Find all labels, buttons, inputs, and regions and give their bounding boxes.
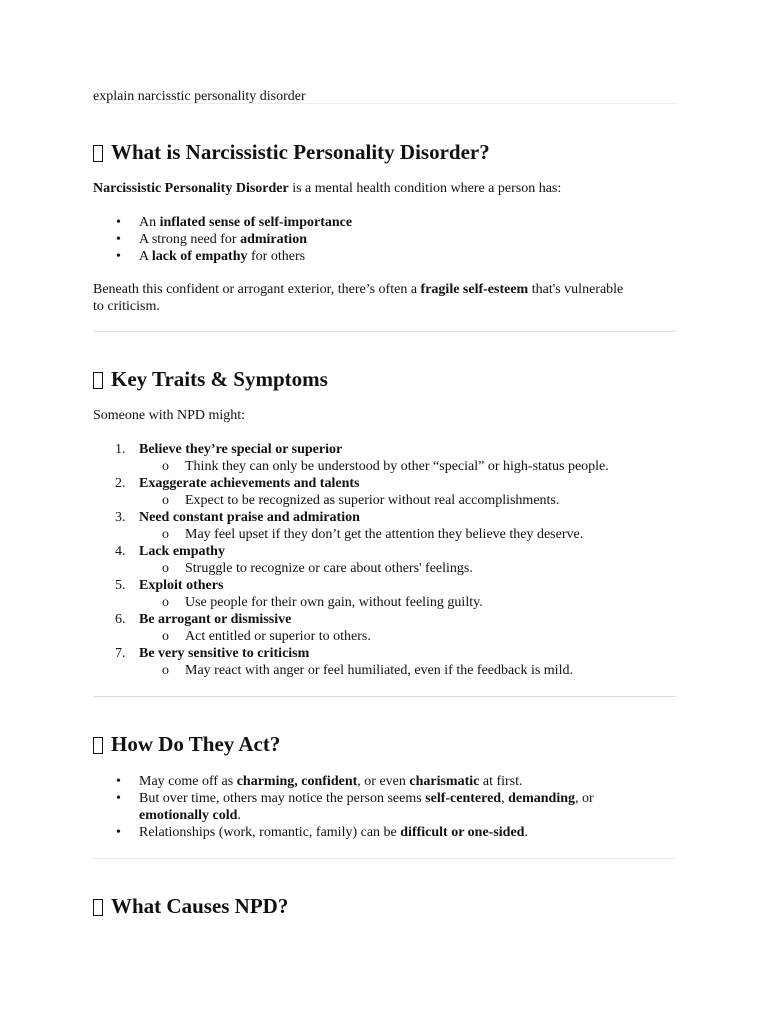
- section-heading-text: Key Traits & Symptoms: [111, 367, 328, 391]
- trait-detail-list: [139, 526, 676, 543]
- trait-detail: o Expect to be recognized as superior without real accomplishments.: [139, 492, 676, 509]
- trait-number: 7.: [115, 646, 126, 661]
- trait-detail-list: [139, 560, 676, 577]
- trait-item: [93, 577, 676, 611]
- list-item-text: May come off as: [139, 774, 237, 789]
- missing-glyph-icon: [93, 737, 103, 754]
- trait-detail: o May feel upset if they don’t get the attention they believe they deserve.: [139, 526, 676, 543]
- trait-title: Exaggerate achievements and talents: [139, 476, 360, 491]
- trait-item: [93, 645, 676, 679]
- section-heading-text: What Causes NPD?: [111, 894, 289, 918]
- trait-number: 5.: [115, 578, 126, 593]
- traits-intro: Someone with NPD might:: [93, 408, 246, 423]
- missing-glyph-icon: [93, 899, 103, 916]
- trait-item: [93, 543, 676, 577]
- list-item-bold: self-centered: [425, 791, 502, 806]
- trait-number: 3.: [115, 510, 126, 525]
- self-esteem-paragraph: [93, 281, 633, 315]
- trait-title: Exploit others: [139, 578, 224, 593]
- trait-item: [93, 509, 676, 543]
- section-heading-what-causes-npd: [93, 894, 676, 918]
- list-item-bold: inflated sense of self-importance: [159, 215, 353, 230]
- section-heading-text: What is Narcissistic Personality Disorder?: [111, 140, 490, 164]
- paragraph-bold: fragile self-esteem: [420, 282, 529, 297]
- section-heading-key-traits: [93, 367, 676, 391]
- trait-detail-list: [139, 662, 676, 679]
- trait-number: 4.: [115, 544, 126, 559]
- trait-detail: o May react with anger or feel humiliated, even if the feedback is mild.: [139, 662, 676, 679]
- list-item-text: But over time, others may notice the person seems: [139, 791, 426, 806]
- list-item-bold: difficult or one-sided: [400, 825, 525, 840]
- paragraph-text: that's vulnerable to criticism.: [93, 282, 624, 314]
- trait-detail: o Act entitled or superior to others.: [139, 628, 676, 645]
- trait-detail: o Use people for their own gain, without feeling guilty.: [139, 594, 676, 611]
- trait-title: Believe they’re special or superior: [139, 442, 343, 457]
- list-item-bold: charming, confident: [236, 774, 358, 789]
- list-item: [93, 248, 676, 265]
- document-page: [93, 88, 676, 918]
- list-item-text: .: [237, 808, 241, 823]
- list-item-bold: charismatic: [409, 774, 480, 789]
- definition-paragraph: [93, 180, 676, 197]
- trait-number: 6.: [115, 612, 126, 627]
- section-divider: [93, 858, 676, 859]
- list-item-text: at first.: [479, 774, 523, 789]
- list-item-text: A: [139, 249, 152, 264]
- section-divider: [93, 331, 676, 332]
- section-heading-how-they-act: [93, 732, 676, 756]
- definition-term: Narcissistic Personality Disorder: [93, 181, 289, 196]
- list-item-text: for others: [247, 249, 306, 264]
- list-item-text: , or: [575, 791, 594, 806]
- trait-title: Be very sensitive to criticism: [139, 646, 310, 661]
- list-item-bold: lack of empathy: [151, 249, 248, 264]
- list-item-text: , or even: [357, 774, 410, 789]
- trait-number: 1.: [115, 442, 126, 457]
- trait-detail-list: [139, 594, 676, 611]
- behavior-list: [93, 773, 676, 841]
- user-prompt: explain narcisstic personality disorder: [93, 89, 306, 104]
- trait-detail-list: [139, 492, 676, 509]
- trait-detail-list: [139, 628, 676, 645]
- list-item-bold: admiration: [240, 232, 307, 247]
- trait-number: 2.: [115, 476, 126, 491]
- definition-text: is a mental health condition where a person has:: [288, 181, 562, 196]
- list-item-text: .: [524, 825, 528, 840]
- trait-item: [93, 441, 676, 475]
- list-item-bold: emotionally cold: [139, 808, 238, 823]
- missing-glyph-icon: [93, 145, 103, 162]
- trait-title: Need constant praise and admiration: [139, 510, 360, 525]
- list-item: [93, 773, 676, 790]
- list-item: [93, 214, 676, 231]
- trait-title: Lack empathy: [139, 544, 225, 559]
- section-heading-what-is-npd: [93, 140, 676, 164]
- missing-glyph-icon: [93, 372, 103, 389]
- paragraph-text: Beneath this confident or arrogant exterior, there’s often a: [93, 282, 421, 297]
- list-item: [93, 790, 599, 824]
- trait-item: [93, 475, 676, 509]
- trait-detail-list: [139, 458, 676, 475]
- list-item-text: Relationships (work, romantic, family) can be: [139, 825, 401, 840]
- section-heading-text: How Do They Act?: [111, 732, 281, 756]
- list-item: [93, 824, 676, 841]
- trait-title: Be arrogant or dismissive: [139, 612, 292, 627]
- list-item: [93, 231, 676, 248]
- npd-characteristics-list: [93, 214, 676, 265]
- trait-detail: o Struggle to recognize or care about others' feelings.: [139, 560, 676, 577]
- list-item-text: An: [139, 215, 160, 230]
- list-item-bold: demanding: [508, 791, 576, 806]
- trait-item: [93, 611, 676, 645]
- traits-list: [93, 441, 676, 679]
- section-divider: [93, 696, 676, 697]
- list-item-text: A strong need for: [139, 232, 241, 247]
- list-item-text: ,: [501, 791, 509, 806]
- trait-detail: o Think they can only be understood by other “special” or high-status people.: [139, 458, 676, 475]
